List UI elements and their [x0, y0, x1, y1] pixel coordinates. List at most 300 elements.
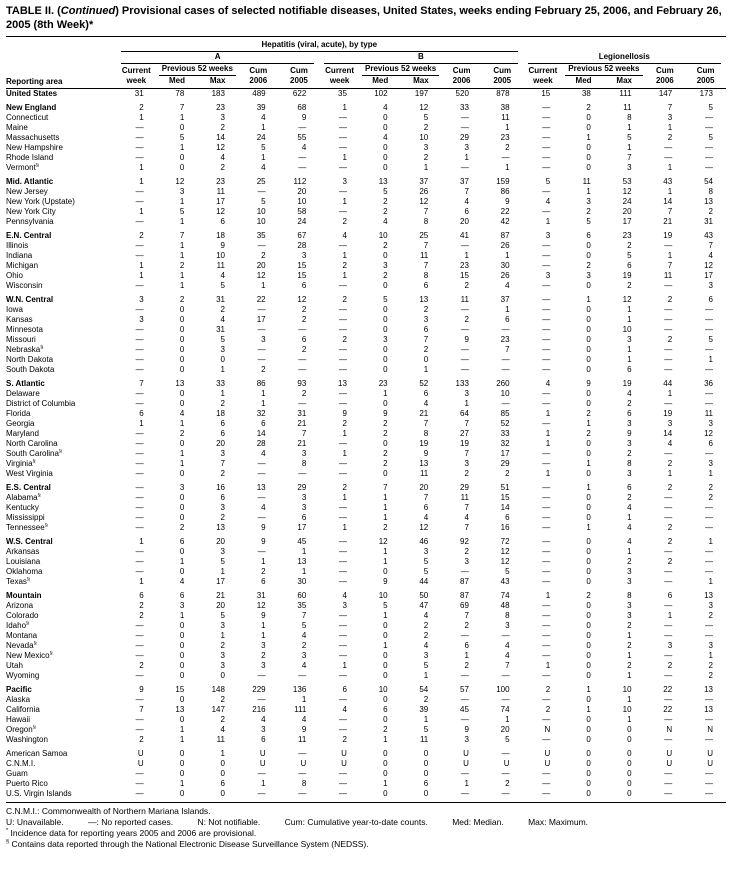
value-cell: 10 — [378, 231, 388, 240]
value-cell: 23 — [216, 177, 225, 186]
value-cell: 11 — [419, 251, 429, 260]
value-cell: 3 — [301, 503, 307, 512]
value-cell: — — [338, 789, 347, 798]
value-cell: 1 — [261, 779, 266, 788]
value-cell: 1 — [261, 281, 266, 290]
value-cell: 13 — [216, 523, 225, 532]
value-cell: — — [298, 325, 307, 334]
value-cell: — — [338, 439, 347, 448]
value-cell: 2 — [505, 469, 510, 478]
value-cell: 13 — [297, 557, 307, 566]
value-cell: — — [135, 631, 144, 640]
value-cell: 2 — [667, 483, 673, 492]
value-cell: 9 — [464, 335, 469, 344]
table-row — [6, 459, 726, 469]
value-cell: — — [460, 789, 469, 798]
value-cell: 36 — [704, 379, 713, 388]
value-cell: — — [542, 735, 551, 744]
value-cell: 22 — [256, 295, 266, 304]
reporting-area-cell: New Hampshire — [6, 143, 63, 152]
value-cell: 5 — [423, 113, 429, 122]
value-cell: 1 — [627, 631, 632, 640]
value-cell: 44 — [419, 577, 429, 586]
reporting-area-cell: W.N. Central — [6, 295, 54, 304]
value-cell: 15 — [297, 261, 307, 270]
value-cell: — — [705, 779, 713, 788]
value-cell: 0 — [586, 503, 591, 512]
value-cell: 15 — [541, 89, 551, 98]
value-cell: — — [542, 611, 551, 620]
value-cell: 0 — [586, 493, 591, 502]
value-cell: 23 — [500, 133, 510, 142]
footnote-star — [6, 828, 726, 839]
value-cell: — — [501, 399, 510, 408]
value-cell: 17 — [216, 577, 225, 586]
value-cell: 4 — [301, 631, 307, 640]
reporting-area-cell: C.N.M.I. — [6, 759, 36, 768]
value-cell: U — [463, 749, 469, 758]
legend-unavailable: U: Unavailable. — [6, 817, 64, 827]
value-cell: 1 — [179, 449, 185, 458]
value-cell: 2 — [383, 271, 388, 280]
reporting-area-cell: Washington — [6, 735, 48, 744]
value-cell: — — [338, 631, 347, 640]
value-cell: 3 — [464, 557, 469, 566]
value-cell: 3 — [627, 419, 632, 428]
table-row — [6, 671, 726, 681]
value-cell: — — [135, 133, 144, 142]
value-cell: 4 — [383, 217, 388, 226]
value-cell: 0 — [383, 789, 388, 798]
table-row — [6, 409, 726, 419]
reporting-area-cell: Maryland — [6, 429, 39, 438]
value-cell: 0 — [627, 789, 632, 798]
value-cell: 0 — [586, 469, 591, 478]
value-cell: — — [135, 483, 144, 492]
value-cell: 3 — [220, 621, 225, 630]
value-cell: — — [135, 651, 144, 660]
value-cell: 1 — [383, 641, 388, 650]
value-cell: — — [705, 389, 713, 398]
y2006-label-b: 2006 — [441, 76, 482, 89]
value-cell: 2 — [464, 547, 469, 556]
value-cell: — — [338, 355, 347, 364]
max-label-b: Max — [401, 76, 442, 89]
value-cell: — — [135, 241, 144, 250]
value-cell: 5 — [423, 725, 429, 734]
value-cell: — — [705, 503, 713, 512]
value-cell: N — [544, 725, 551, 734]
value-cell: 27 — [460, 429, 469, 438]
star-text: Incidence data for reporting years 2005 and 2006 are provisional. — [10, 828, 257, 838]
value-cell: 1 — [423, 671, 429, 680]
value-cell: 0 — [179, 769, 185, 778]
value-cell: 7 — [179, 103, 185, 112]
value-cell: 1 — [627, 143, 632, 152]
value-cell: 31 — [216, 325, 225, 334]
value-cell: 20 — [216, 439, 225, 448]
value-cell: 4 — [627, 389, 632, 398]
value-cell: 4 — [179, 409, 185, 418]
value-cell: 7 — [383, 483, 388, 492]
reporting-area-cell: Montana — [6, 631, 38, 640]
value-cell: 9 — [383, 577, 388, 586]
cum-label-b-2006: Cum — [452, 66, 471, 75]
value-cell: — — [542, 651, 551, 660]
value-cell: — — [501, 769, 510, 778]
value-cell: 7 — [301, 429, 307, 438]
value-cell: 13 — [419, 459, 429, 468]
value-cell: — — [338, 513, 347, 522]
value-cell: 35 — [297, 601, 307, 610]
value-cell: 55 — [297, 133, 307, 142]
value-cell: — — [257, 345, 266, 354]
nedss-marker: § — [26, 621, 30, 627]
value-cell: 4 — [342, 231, 347, 240]
value-cell: 7 — [464, 523, 469, 532]
value-cell: 0 — [586, 325, 591, 334]
value-cell: 48 — [500, 601, 510, 610]
value-cell: — — [664, 503, 673, 512]
value-cell: — — [338, 671, 347, 680]
value-cell: 6 — [586, 231, 591, 240]
value-cell: 12 — [704, 429, 713, 438]
reporting-area-cell: Pennsylvania — [6, 217, 54, 226]
value-cell: 47 — [419, 601, 429, 610]
value-cell: 2 — [220, 513, 225, 522]
value-cell: — — [338, 469, 347, 478]
value-cell: 1 — [179, 241, 185, 250]
value-cell: 1 — [667, 389, 673, 398]
value-cell: 10 — [419, 133, 429, 142]
value-cell: — — [135, 459, 144, 468]
value-cell: 0 — [423, 355, 429, 364]
value-cell: 2 — [423, 631, 429, 640]
table-row — [6, 641, 726, 651]
value-cell: 0 — [586, 335, 591, 344]
value-cell: — — [705, 631, 713, 640]
value-cell: 19 — [622, 271, 632, 280]
value-cell: 9 — [464, 725, 469, 734]
reporting-area-cell: Alaska — [6, 695, 31, 704]
value-cell: 9 — [261, 523, 266, 532]
value-cell: 5 — [545, 177, 551, 186]
value-cell: — — [664, 735, 673, 744]
value-cell: — — [501, 365, 510, 374]
value-cell: 11 — [623, 103, 632, 112]
value-cell: 3 — [627, 439, 632, 448]
table-body — [6, 89, 726, 800]
value-cell: 13 — [256, 483, 266, 492]
value-cell: 3 — [627, 163, 632, 172]
value-cell: 1 — [545, 469, 551, 478]
reporting-area-cell: Florida — [6, 409, 31, 418]
value-cell: — — [460, 305, 469, 314]
value-cell: U — [137, 749, 144, 758]
value-cell: 3 — [220, 449, 225, 458]
table-row — [6, 759, 726, 769]
value-cell: 5 — [179, 133, 185, 142]
value-cell: 1 — [301, 695, 307, 704]
value-cell: 0 — [179, 123, 185, 132]
value-cell: 0 — [383, 651, 388, 660]
table-row — [6, 355, 726, 365]
value-cell: 1 — [342, 251, 347, 260]
table-row — [6, 577, 726, 587]
table-row — [6, 187, 726, 197]
value-cell: 1 — [505, 715, 510, 724]
value-cell: — — [705, 557, 713, 566]
reporting-area-cell: Pacific — [6, 685, 32, 694]
value-cell: 1 — [667, 469, 673, 478]
value-cell: — — [542, 493, 551, 502]
value-cell: 0 — [220, 355, 225, 364]
value-cell: 9 — [505, 197, 510, 206]
value-cell: — — [542, 641, 551, 650]
reporting-area-cell: New England — [6, 103, 57, 112]
reporting-area-cell: Illinois — [6, 241, 29, 250]
value-cell: 1 — [383, 547, 388, 556]
value-cell: 0 — [383, 143, 388, 152]
value-cell: 5 — [383, 295, 388, 304]
value-cell: — — [298, 399, 307, 408]
value-cell: — — [542, 557, 551, 566]
value-cell: 0 — [179, 715, 185, 724]
value-cell: 86 — [256, 379, 266, 388]
value-cell: — — [135, 779, 144, 788]
value-cell: — — [338, 325, 347, 334]
value-cell: 3 — [667, 113, 673, 122]
value-cell: 12 — [216, 207, 225, 216]
value-cell: 45 — [297, 537, 307, 546]
value-cell: 4 — [220, 315, 225, 324]
value-cell: 1 — [179, 113, 185, 122]
value-cell: 6 — [261, 577, 266, 586]
value-cell: 1 — [383, 557, 388, 566]
value-cell: 22 — [500, 207, 510, 216]
reporting-area-cell: Wyoming — [6, 671, 40, 680]
value-cell: 10 — [378, 685, 388, 694]
value-cell: — — [542, 503, 551, 512]
value-cell: 26 — [419, 187, 429, 196]
table-row — [6, 695, 726, 705]
value-cell: — — [135, 621, 144, 630]
value-cell: — — [664, 715, 673, 724]
value-cell: 68 — [297, 103, 307, 112]
cum-label-leg-2005: Cum — [696, 66, 715, 75]
value-cell: 33 — [460, 103, 469, 112]
value-cell: 12 — [500, 557, 510, 566]
value-cell: 102 — [374, 89, 388, 98]
value-cell: 0 — [179, 513, 185, 522]
value-cell: 25 — [419, 231, 429, 240]
value-cell: 21 — [297, 439, 307, 448]
value-cell: 4 — [627, 537, 632, 546]
value-cell: 0 — [423, 789, 429, 798]
value-cell: 6 — [627, 261, 632, 270]
value-cell: — — [298, 749, 307, 758]
value-cell: 1 — [139, 271, 144, 280]
value-cell: 67 — [297, 231, 307, 240]
value-cell: U — [341, 759, 347, 768]
value-cell: 0 — [179, 153, 185, 162]
value-cell: — — [135, 671, 144, 680]
value-cell: — — [257, 695, 266, 704]
table-row — [6, 479, 726, 493]
value-cell: U — [707, 759, 713, 768]
value-cell: 1 — [179, 611, 185, 620]
value-cell: 0 — [179, 621, 185, 630]
value-cell: 13 — [704, 591, 713, 600]
value-cell: — — [705, 345, 713, 354]
value-cell: 2 — [301, 389, 307, 398]
value-cell: — — [501, 789, 510, 798]
value-cell: 5 — [627, 251, 632, 260]
value-cell: 0 — [179, 469, 185, 478]
table-row — [6, 375, 726, 389]
value-cell: 14 — [663, 429, 673, 438]
nedss-marker: § — [49, 651, 53, 657]
value-cell: 18 — [216, 409, 225, 418]
reporting-area-cell: Arizona — [6, 601, 34, 610]
value-cell: 12 — [378, 537, 388, 546]
value-cell: 6 — [423, 389, 429, 398]
value-cell: — — [257, 355, 266, 364]
value-cell: 2 — [708, 661, 713, 670]
value-cell: 2 — [342, 735, 347, 744]
value-cell: — — [338, 621, 347, 630]
value-cell: — — [705, 715, 713, 724]
value-cell: 1 — [139, 177, 144, 186]
value-cell: U — [300, 759, 307, 768]
value-cell: 1 — [383, 735, 388, 744]
value-cell: 1 — [261, 389, 266, 398]
value-cell: 0 — [383, 469, 388, 478]
value-cell: 0 — [179, 759, 185, 768]
value-cell: 0 — [383, 315, 388, 324]
value-cell: — — [460, 241, 469, 250]
value-cell: 0 — [586, 345, 591, 354]
value-cell: 1 — [342, 449, 347, 458]
table-row — [6, 345, 726, 355]
value-cell: 0 — [586, 389, 591, 398]
value-cell: 20 — [297, 187, 307, 196]
value-cell: — — [664, 789, 673, 798]
value-cell: — — [135, 641, 144, 650]
value-cell: 8 — [423, 271, 429, 280]
value-cell: 0 — [179, 163, 185, 172]
value-cell: 5 — [708, 103, 713, 112]
value-cell: 3 — [301, 251, 307, 260]
table-row — [6, 587, 726, 601]
value-cell: 4 — [423, 513, 429, 522]
value-cell: 0 — [383, 355, 388, 364]
value-cell: 1 — [139, 419, 144, 428]
table-row — [6, 557, 726, 567]
value-cell: U — [137, 759, 144, 768]
value-cell: 2 — [261, 251, 266, 260]
value-cell: — — [135, 305, 144, 314]
value-cell: 0 — [586, 671, 591, 680]
value-cell: 3 — [220, 113, 225, 122]
value-cell: 2 — [220, 305, 225, 314]
value-cell: 1 — [220, 389, 225, 398]
legend-dash: —: No reported cases. — [88, 817, 174, 827]
value-cell: 111 — [294, 705, 307, 714]
value-cell: 72 — [500, 537, 510, 546]
value-cell: 4 — [301, 143, 307, 152]
value-cell: 3 — [261, 661, 266, 670]
value-cell: 3 — [301, 651, 307, 660]
value-cell: 10 — [378, 591, 388, 600]
prev52-label-a: Previous 52 weeks — [157, 64, 238, 76]
table-row — [6, 681, 726, 695]
value-cell: — — [338, 187, 347, 196]
value-cell: 11 — [216, 735, 225, 744]
value-cell: 1 — [139, 163, 144, 172]
value-cell: — — [257, 789, 266, 798]
value-cell: 3 — [261, 335, 266, 344]
value-cell: 20 — [256, 261, 266, 270]
reporting-area-cell: Texas§ — [6, 577, 30, 586]
value-cell: 8 — [423, 217, 429, 226]
table-row — [6, 153, 726, 163]
table-row — [6, 389, 726, 399]
value-cell: 0 — [179, 503, 185, 512]
value-cell: 5 — [586, 217, 591, 226]
reporting-area-cell: Indiana — [6, 251, 33, 260]
value-cell: 0 — [586, 399, 591, 408]
value-cell: — — [338, 241, 347, 250]
value-cell: 1 — [301, 547, 307, 556]
value-cell: 37 — [460, 177, 469, 186]
value-cell: — — [542, 449, 551, 458]
value-cell: 6 — [342, 685, 347, 694]
prev52-label-b: Previous 52 weeks — [360, 64, 441, 76]
value-cell: 1 — [383, 389, 388, 398]
value-cell: 1 — [342, 661, 347, 670]
reporting-area-cell: South Dakota — [6, 365, 55, 374]
value-cell: 0 — [179, 345, 185, 354]
value-cell: — — [135, 335, 144, 344]
value-cell: 2 — [627, 621, 632, 630]
value-cell: 2 — [301, 315, 307, 324]
value-cell: — — [257, 459, 266, 468]
value-cell: — — [135, 355, 144, 364]
value-cell: 8 — [627, 459, 632, 468]
value-cell: — — [338, 537, 347, 546]
value-cell: — — [460, 631, 469, 640]
reporting-area-cell: Oklahoma — [6, 567, 43, 576]
value-cell: 2 — [383, 523, 388, 532]
value-cell: 2 — [179, 261, 185, 270]
value-cell: 1 — [545, 661, 551, 670]
value-cell: — — [664, 779, 673, 788]
value-cell: — — [664, 153, 673, 162]
value-cell: 3 — [220, 661, 225, 670]
value-cell: 10 — [622, 685, 632, 694]
value-cell: 1 — [179, 271, 185, 280]
reporting-area-cell: Nebraska§ — [6, 345, 44, 354]
value-cell: 1 — [627, 651, 632, 660]
value-cell: 52 — [419, 379, 429, 388]
value-cell: — — [705, 449, 713, 458]
table-row — [6, 271, 726, 281]
reporting-area-cell: Guam — [6, 769, 28, 778]
value-cell: 4 — [505, 641, 510, 650]
value-cell: 0 — [179, 493, 185, 502]
value-cell: 6 — [179, 591, 185, 600]
